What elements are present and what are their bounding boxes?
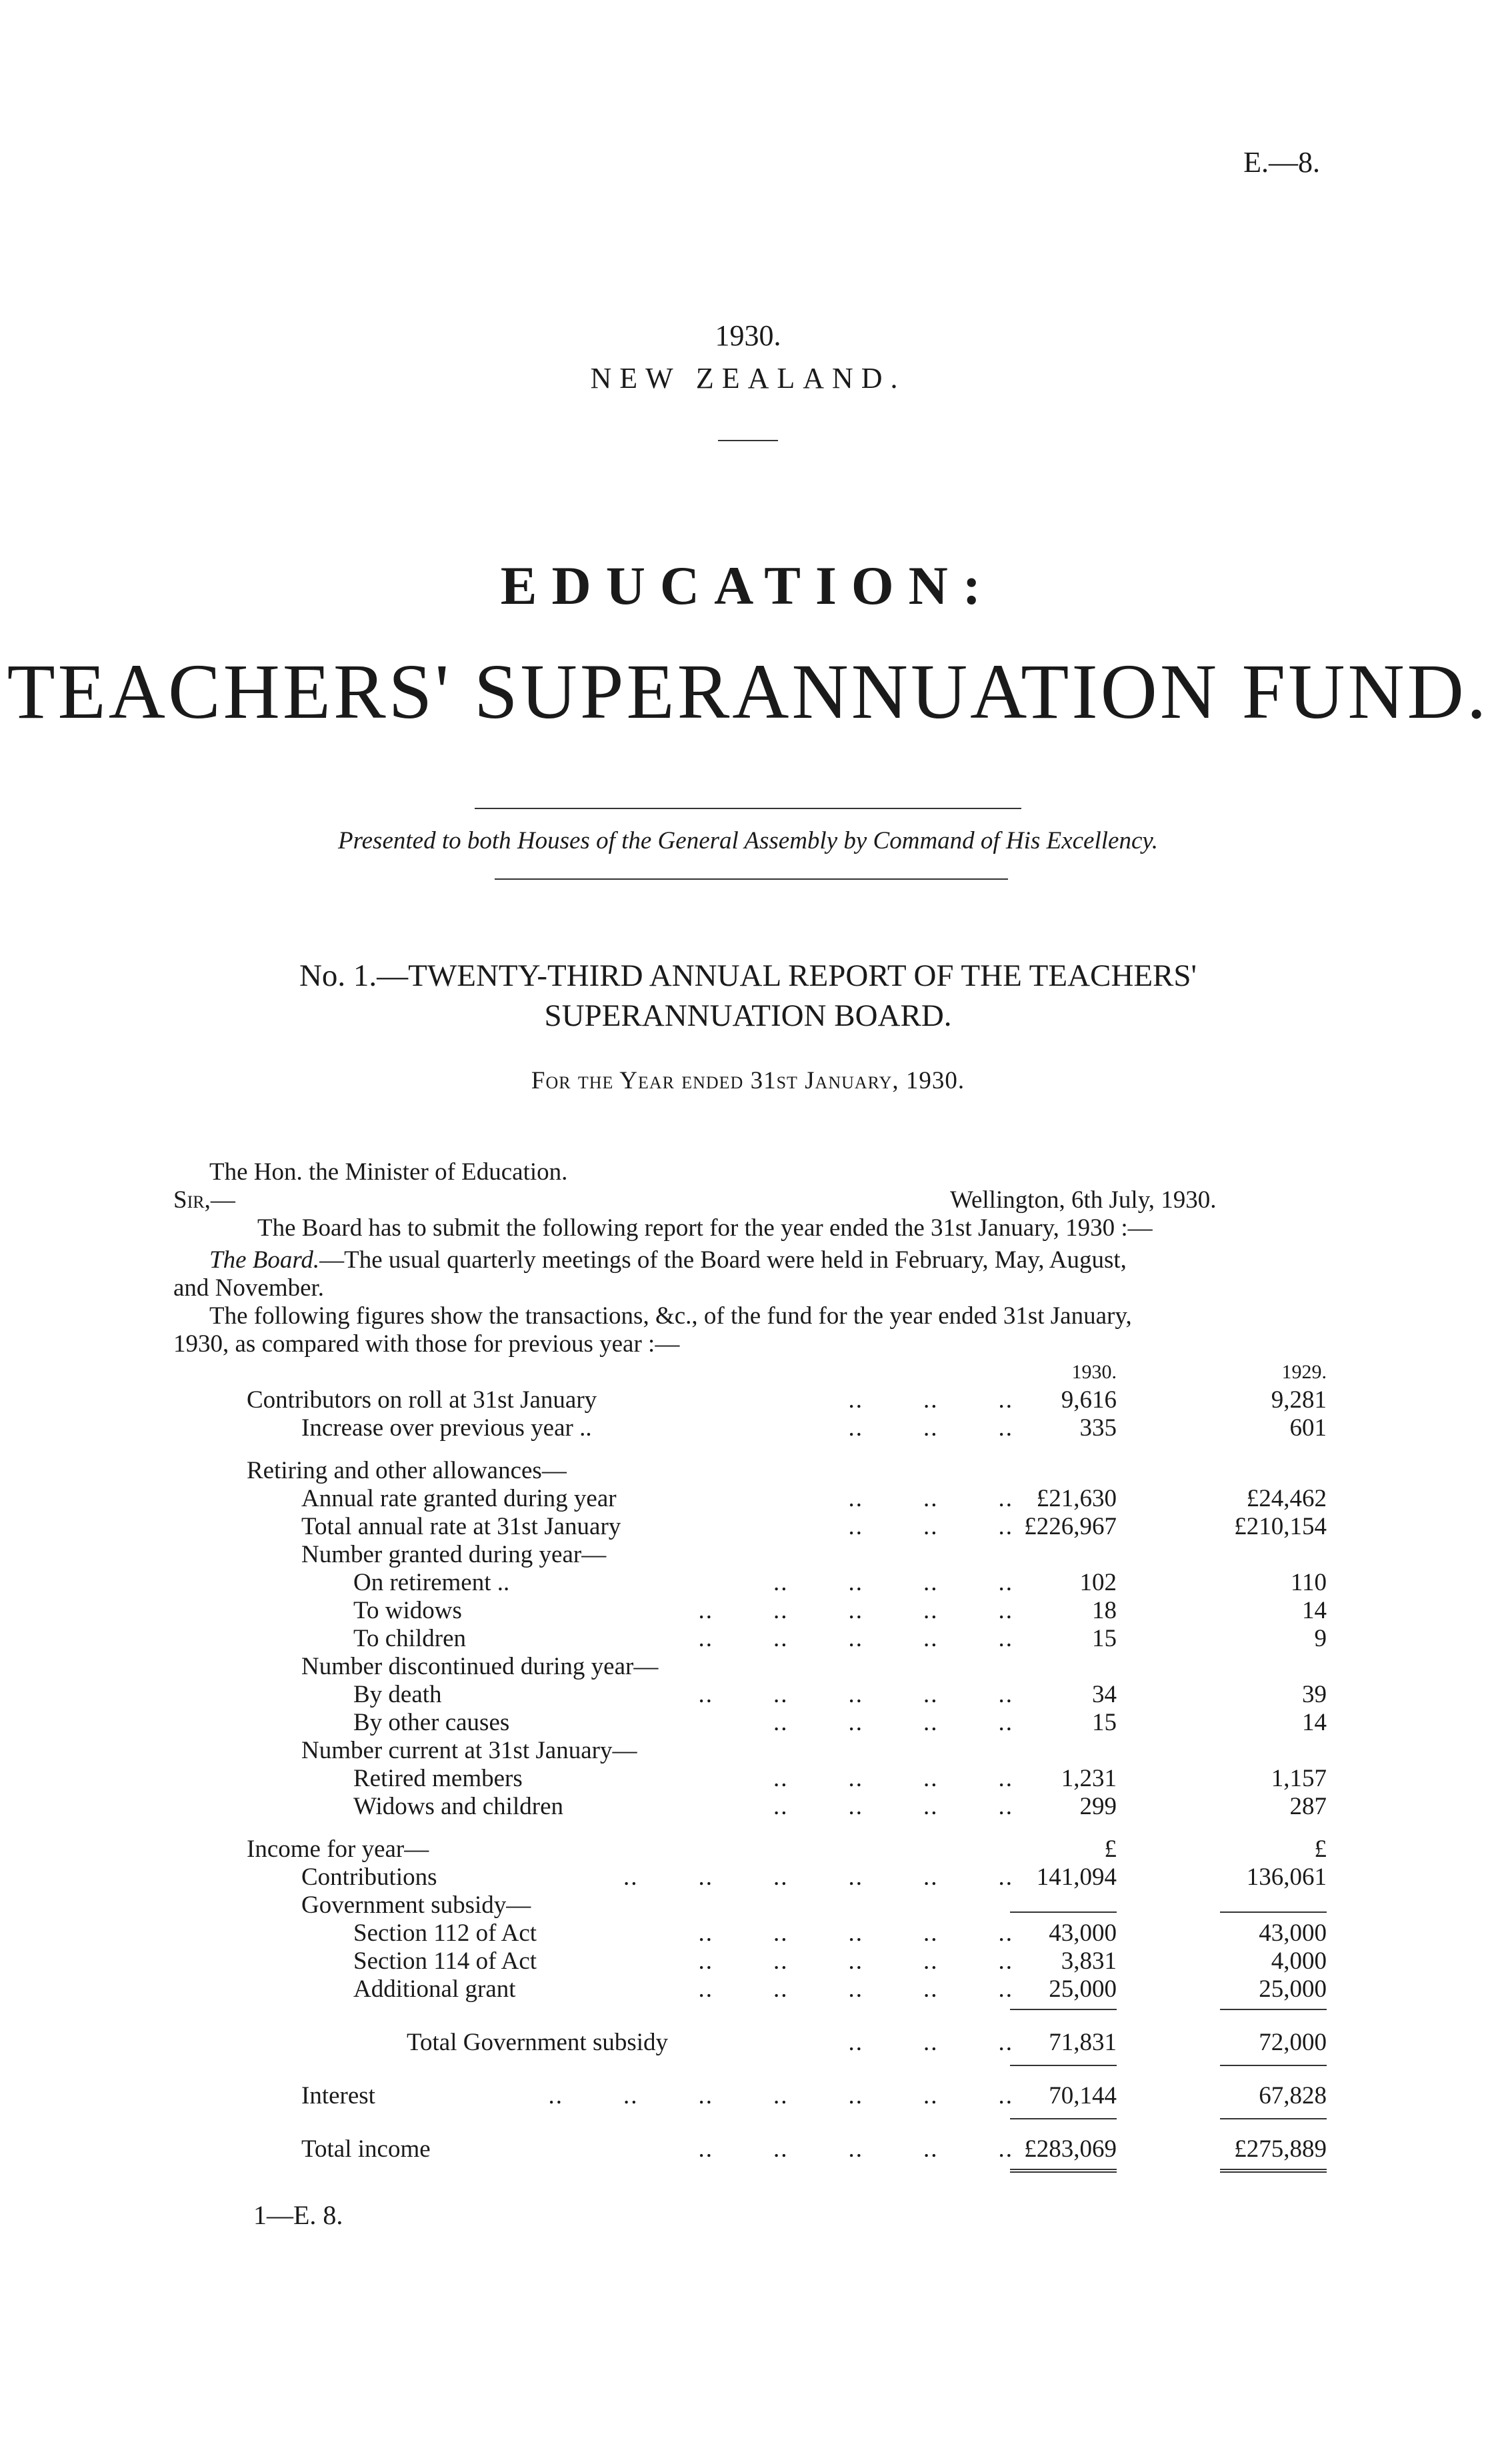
- year: 1930.: [715, 319, 781, 352]
- board-paragraph: [209, 1246, 1327, 1274]
- figures-table: [247, 1358, 1327, 2177]
- table-row: Annual rate granted during year .. .. .. £21,630 £24,462: [301, 1485, 1327, 1512]
- table-row: Number discontinued during year—: [301, 1653, 659, 1680]
- table-row: Additional grant .. .. .. .. .. 25,000 25,000: [353, 1975, 1327, 2003]
- column-header-1929: 1929.: [1281, 1361, 1327, 1383]
- year-ended: For the Year ended 31st January, 1930.: [531, 1067, 965, 1094]
- figures-paragraph-line1: The following figures show the transactions, &c., of the fund for the year ended 31st January,: [209, 1302, 1132, 1330]
- table-row: Number granted during year—: [301, 1541, 607, 1568]
- place-date: Wellington, 6th July, 1930.: [950, 1186, 1217, 1214]
- table-row: On retirement .. .. .. .. .. 102 110: [353, 1569, 1327, 1596]
- report-title-line2: SUPERANNUATION BOARD.: [544, 998, 952, 1033]
- table-row: Government subsidy—: [247, 1891, 1327, 1919]
- table-row: Widows and children .. .. .. .. 299 287: [353, 1793, 1327, 1820]
- table-row: Total Government subsidy .. .. .. 71,831 72,000: [407, 2029, 1327, 2056]
- column-header-1930: 1930.: [1071, 1361, 1117, 1383]
- table-row: Section 114 of Act .. .. .. .. .. 3,831 4,000: [353, 1947, 1327, 1975]
- table-header: [247, 1358, 1327, 1386]
- page-title: TEACHERS' SUPERANNUATION FUND.: [7, 648, 1489, 735]
- report-title-line1: No. 1.—TWENTY-THIRD ANNUAL REPORT OF THE TEACHERS': [299, 958, 1197, 993]
- divider: [475, 808, 1021, 809]
- table-row: Number current at 31st January—: [301, 1737, 637, 1764]
- table-row: Retiring and other allowances—: [247, 1457, 567, 1484]
- board-text-line2: and November.: [173, 1274, 325, 1302]
- table-row: Retired members .. .. .. .. 1,231 1,157: [353, 1765, 1327, 1792]
- table-row: By death .. .. .. .. .. 34 39: [353, 1681, 1327, 1708]
- country: NEW ZEALAND.: [590, 362, 906, 395]
- salutation: Sir,—: [173, 1186, 235, 1214]
- page-signature: 1—E. 8.: [253, 2200, 343, 2230]
- heading-education: EDUCATION:: [500, 555, 996, 616]
- table-row: Contributors on roll at 31st January .. .. .. 9,616 9,281: [247, 1386, 1327, 1414]
- table-row: Total income .. .. .. .. .. £283,069 £275,889: [301, 2135, 1327, 2163]
- table-row: Increase over previous year .. .. .. .. 335 601: [301, 1414, 1327, 1442]
- intro-paragraph: The Board has to submit the following report for the year ended the 31st January, 1930 :—: [257, 1214, 1153, 1242]
- addressee: The Hon. the Minister of Education.: [209, 1158, 568, 1186]
- table-row: To widows .. .. .. .. .. 18 14: [353, 1597, 1327, 1624]
- divider: [495, 878, 1008, 880]
- presented-line: Presented to both Houses of the General Assembly by Command of His Excellency.: [338, 827, 1158, 854]
- table-row: Contributions .. .. .. .. .. .. 141,094 136,061: [301, 1863, 1327, 1891]
- table-row: Section 112 of Act .. .. .. .. .. 43,000 43,000: [353, 1919, 1327, 1947]
- table-row: By other causes .. .. .. .. 15 14: [353, 1709, 1327, 1736]
- board-heading: The Board.: [209, 1246, 320, 1274]
- board-text-line1: —The usual quarterly meetings of the Board were held in February, May, August,: [319, 1246, 1127, 1274]
- table-row: Interest .. .. .. .. .. .. .. 70,144 67,828: [301, 2082, 1327, 2109]
- table-row: Income for year— £ £: [247, 1836, 1327, 1863]
- report-title: [0, 956, 1496, 1036]
- table-row: To children .. .. .. .. .. 15 9: [353, 1625, 1327, 1652]
- figures-paragraph-line2: 1930, as compared with those for previous year :—: [173, 1330, 680, 1358]
- divider: [718, 440, 778, 441]
- table-row: Total annual rate at 31st January .. .. .. £226,967 £210,154: [301, 1513, 1327, 1540]
- document-reference: E.—8.: [1243, 146, 1320, 179]
